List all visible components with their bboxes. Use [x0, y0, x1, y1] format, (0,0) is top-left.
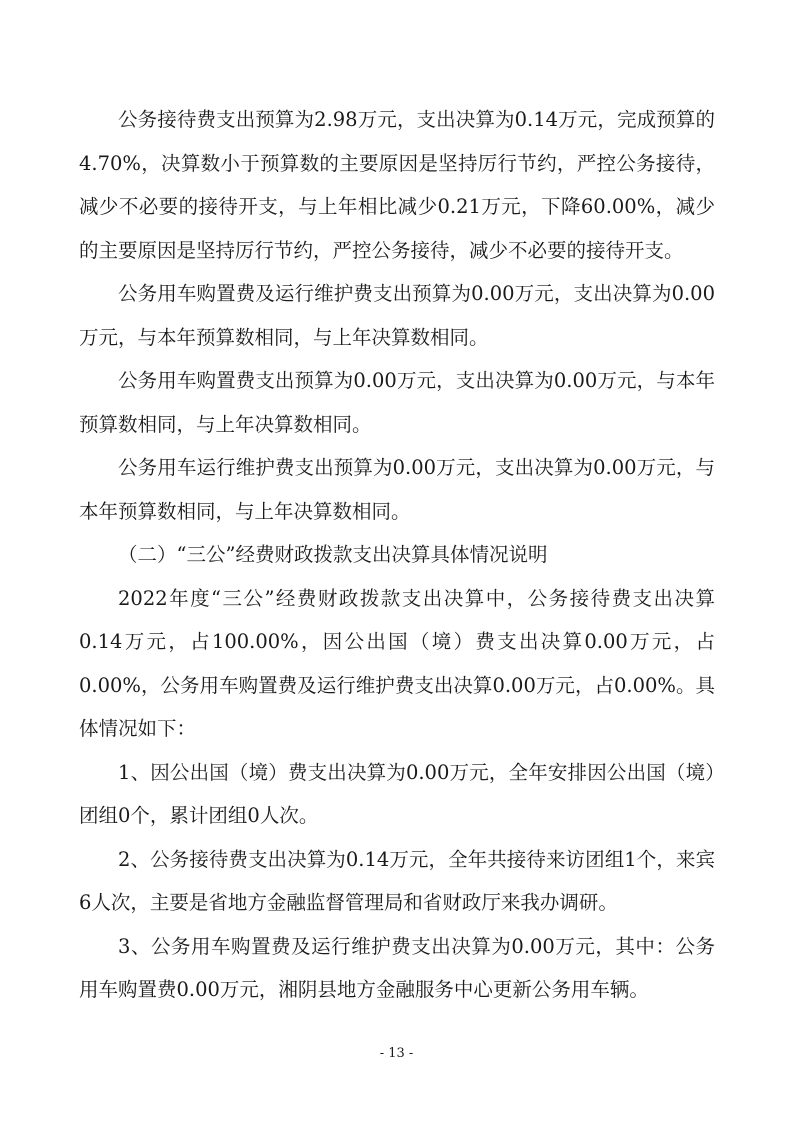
paragraph-vehicle-maintenance: 公务用车运行维护费支出预算为0.00万元，支出决算为0.00万元，与本年预算数相同，与上年决算数相同。: [79, 456, 715, 523]
body-text: [79, 98, 715, 1012]
paragraph-vehicle-purchase: 公务用车购置费支出预算为0.00万元，支出决算为0.00万元，与本年预算数相同，与上年决算数相同。: [79, 369, 715, 436]
list-item-overseas-travel: 1、因公出国（境）费支出决算为0.00万元，全年安排因公出国（境）团组0个，累计团组0人次。: [79, 760, 715, 827]
list-item-vehicles: 3、公务用车购置费及运行维护费支出决算为0.00万元，其中：公务用车购置费0.00万元，湘阴县地方金融服务中心更新公务用车辆。: [79, 934, 715, 1001]
list-item-reception: 2、公务接待费支出决算为0.14万元，全年共接待来访团组1个，来宾6人次，主要是省地方金融监督管理局和省财政厅来我办调研。: [79, 847, 715, 914]
page-number: - 13 -: [379, 1046, 414, 1061]
paragraph-summary: 2022年度“三公”经费财政拨款支出决算中，公务接待费支出决算0.14万元，占100.00%，因公出国（境）费支出决算0.00万元，占0.00%，公务用车购置费及运行维护费支出决算0.00万元，占0.00%。具体情况如下：: [79, 586, 715, 740]
paragraph-vehicle-total: 公务用车购置费及运行维护费支出预算为0.00万元，支出决算为0.00万元，与本年预算数相同，与上年决算数相同。: [79, 282, 715, 349]
section-heading: （二）“三公”经费财政拨款支出决算具体情况说明: [118, 543, 548, 566]
paragraph-reception-expense: 公务接待费支出预算为2.98万元，支出决算为0.14万元，完成预算的4.70%，决算数小于预算数的主要原因是坚持厉行节约，严控公务接待，减少不必要的接待开支，与上年相比减少0.21万元，下降60.00%，减少的主要原因是坚持厉行节约，严控公务接待，减少不必要的接待开支。: [79, 108, 715, 262]
